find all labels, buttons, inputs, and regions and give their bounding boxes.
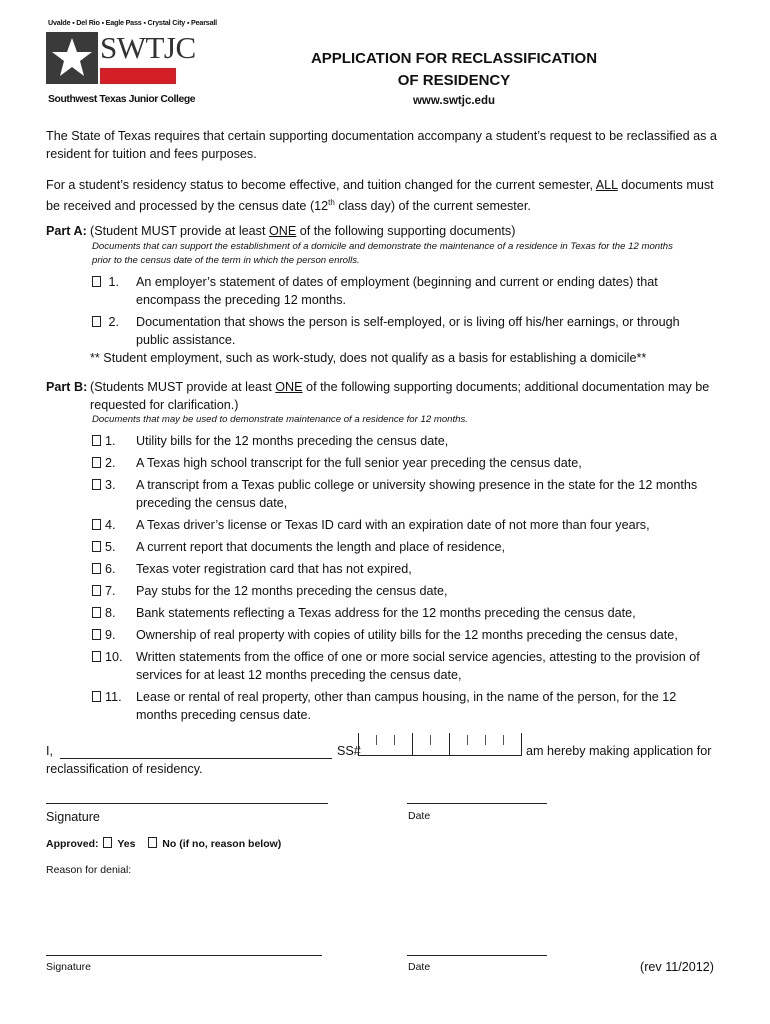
part-a-footnote: ** Student employment, such as work-study, does not qualify as a basis for establishing a domicile** (90, 351, 647, 365)
date-line-2[interactable] (407, 955, 547, 956)
part-b-item-10-checkbox[interactable] (92, 651, 101, 662)
approved-yes-checkbox[interactable] (103, 837, 112, 848)
part-b-label: Part B: (46, 380, 88, 394)
ss-box-divider (412, 733, 413, 755)
intro-p2-sup: th (328, 198, 335, 207)
part-a-heading (90, 222, 515, 240)
approval-row (46, 837, 281, 850)
part-b-item-10-text2: services for at least 12 months preceding the census date, (136, 668, 462, 682)
logo (46, 18, 217, 110)
part-b-item-1 (92, 432, 116, 450)
part-b-item-8-text: Bank statements reflecting a Texas address for the 12 months preceding the census date, (136, 606, 636, 620)
signature-line-1[interactable] (46, 803, 328, 804)
part-a-item-1-checkbox[interactable] (92, 276, 101, 287)
part-b-item-num: 6. (105, 562, 116, 576)
intro-p2-a: For a student’s residency status to become effective, and tuition changed for the current semester, (46, 178, 596, 192)
part-a-note-line2: prior to the census date of the term in which the person enrolls. (92, 255, 360, 266)
intro-p2-all: ALL (595, 178, 618, 192)
approved-yes-label: Yes (117, 838, 136, 850)
signature-line-2[interactable] (46, 955, 322, 956)
date-label-2: Date (408, 961, 431, 973)
intro-p2-d: class day) of the current semester. (334, 199, 531, 214)
part-b-item-11-text1: Lease or rental of real property, other than campus housing, in the name of the person, for the 12 (136, 690, 677, 704)
date-line-1[interactable] (407, 803, 547, 804)
part-b-item-3-text2: preceding the census date, (136, 496, 288, 510)
part-a-item-2-num: 2. (108, 315, 120, 329)
intro-p2-line2 (46, 194, 531, 215)
part-b-item-5 (92, 538, 116, 556)
signature-label-2: Signature (46, 961, 91, 973)
part-b-item-7 (92, 582, 116, 600)
ss-box-divider (358, 733, 359, 755)
part-a-item-1-text1: An employer’s statement of dates of employment (beginning and current or ending dates) that (136, 275, 658, 289)
ss-box-divider (521, 733, 522, 755)
part-b-item-num: 3. (105, 478, 116, 492)
part-a-note-line1: Documents that can support the establishment of a domicile and demonstrate the maintenance of a residence in Texas for the 12 months (92, 241, 673, 252)
intro-p1-line2: resident for tuition and fees purposes. (46, 147, 257, 161)
logo-cities: Uvalde ▪ Del Rio ▪ Eagle Pass ▪ Crystal City ▪ Pearsall (48, 18, 217, 27)
part-b-note: Documents that may be used to demonstrate maintenance of a residence for 12 months. (92, 414, 468, 425)
logo-red-bar (100, 68, 176, 84)
part-b-item-8 (92, 604, 116, 622)
application-i-label: I, (46, 744, 53, 758)
part-b-item-10 (92, 648, 123, 666)
part-a-item-2-text2: public assistance. (136, 333, 236, 347)
form-title (300, 48, 608, 110)
part-b-item-3-text1: A transcript from a Texas public college or university showing presence in the state for the 12 months (136, 478, 698, 492)
title-line2: OF RESIDENCY (397, 72, 511, 89)
intro-p2-line1 (46, 176, 714, 194)
part-a-heading-b: of the following supporting documents) (296, 224, 516, 238)
part-a-heading-one: ONE (268, 224, 297, 238)
part-b-item-6-text: Texas voter registration card that has not expired, (136, 562, 412, 576)
application-line2: reclassification of residency. (46, 762, 203, 776)
part-b-item-2 (92, 454, 116, 472)
part-a-item-2-text1: Documentation that shows the person is self-employed, or is living off his/her earnings, or through (136, 315, 680, 329)
part-b-item-9-text: Ownership of real property with copies of utility bills for the 12 months preceding the census date, (136, 628, 678, 642)
part-b-item-2-checkbox[interactable] (92, 457, 101, 468)
name-field[interactable] (60, 758, 332, 759)
ss-box-divider (394, 735, 395, 745)
part-b-heading (90, 378, 709, 396)
logo-abbr: SWTJC (100, 30, 196, 65)
part-a-item-2-checkbox[interactable] (92, 316, 101, 327)
approved-label: Approved: (46, 838, 99, 850)
part-a-item-1 (92, 273, 119, 291)
part-b-item-8-checkbox[interactable] (92, 607, 101, 618)
part-b-item-num: 9. (105, 628, 116, 642)
part-b-item-num: 11. (105, 690, 122, 704)
intro-p2-c: be received and processed by the census date (12 (46, 199, 329, 214)
signature-label-1: Signature (46, 810, 100, 824)
part-b-item-6 (92, 560, 116, 578)
part-a-item-1-num: 1. (108, 275, 120, 289)
reason-label: Reason for denial: (46, 864, 132, 876)
website: www.swtjc.edu (412, 95, 495, 107)
part-a-heading-a: (Student MUST provide at least (90, 224, 269, 238)
part-b-item-num: 2. (105, 456, 116, 470)
title-line1: APPLICATION FOR RECLASSIFICATION (310, 50, 598, 67)
part-b-item-num: 10. (105, 650, 123, 664)
part-b-item-num: 4. (105, 518, 116, 532)
part-b-item-4 (92, 516, 116, 534)
part-b-item-7-text: Pay stubs for the 12 months preceding the census date, (136, 584, 448, 598)
part-b-item-11-text2: months preceding census date. (136, 708, 312, 722)
application-tail: am hereby making application for (526, 744, 712, 758)
ss-box-divider (430, 735, 431, 745)
intro-p1-line1: The State of Texas requires that certain supporting documentation accompany a student’s request to be reclassified as a (46, 129, 717, 143)
part-b-item-11 (92, 688, 122, 706)
part-b-item-9-checkbox[interactable] (92, 629, 101, 640)
part-a-label: Part A: (46, 224, 87, 238)
part-b-item-3 (92, 476, 116, 494)
part-a-item-1-text2: encompass the preceding 12 months. (136, 293, 347, 307)
part-b-item-4-checkbox[interactable] (92, 519, 101, 530)
revision-label: (rev 11/2012) (640, 960, 714, 974)
ss-label: SS# (337, 744, 361, 758)
part-b-item-1-text: Utility bills for the 12 months preceding the census date, (136, 434, 449, 448)
part-b-item-num: 1. (105, 434, 116, 448)
part-b-item-5-text: A current report that documents the length and place of residence, (136, 540, 505, 554)
part-b-item-3-checkbox[interactable] (92, 479, 101, 490)
logo-star-icon (46, 32, 98, 84)
part-b-heading-line2: requested for clarification.) (90, 398, 239, 412)
part-b-heading-a: (Students MUST provide at least (90, 380, 276, 394)
part-b-item-5-checkbox[interactable] (92, 541, 101, 552)
logo-name: Southwest Texas Junior College (48, 94, 196, 105)
part-b-heading-b: of the following supporting documents; additional documentation may be (302, 380, 710, 394)
date-label-1: Date (408, 810, 431, 822)
ss-box-divider (449, 733, 450, 755)
part-b-item-10-text1: Written statements from the office of one or more social service agencies, attesting to the provision of (136, 650, 700, 664)
part-b-item-num: 8. (105, 606, 116, 620)
ss-box-divider (485, 735, 486, 745)
part-b-item-7-checkbox[interactable] (92, 585, 101, 596)
part-b-item-num: 7. (105, 584, 116, 598)
part-b-item-num: 5. (105, 540, 116, 554)
part-b-item-11-checkbox[interactable] (92, 691, 101, 702)
approved-no-label: No (if no, reason below) (162, 838, 282, 850)
part-b-item-6-checkbox[interactable] (92, 563, 101, 574)
intro-p2-b: documents must (617, 178, 714, 192)
ss-number-field[interactable] (358, 733, 522, 756)
approved-no-checkbox[interactable] (148, 837, 157, 848)
part-b-heading-one: ONE (275, 380, 303, 394)
ss-box-divider (467, 735, 468, 745)
part-b-item-2-text: A Texas high school transcript for the full senior year preceding the census date, (136, 456, 582, 470)
part-b-item-4-text: A Texas driver’s license or Texas ID card with an expiration date of not more than four years, (136, 518, 650, 532)
part-b-item-1-checkbox[interactable] (92, 435, 101, 446)
part-a-item-2 (92, 313, 119, 331)
ss-box-divider (503, 735, 504, 745)
part-b-item-9 (92, 626, 116, 644)
ss-box-divider (376, 735, 377, 745)
